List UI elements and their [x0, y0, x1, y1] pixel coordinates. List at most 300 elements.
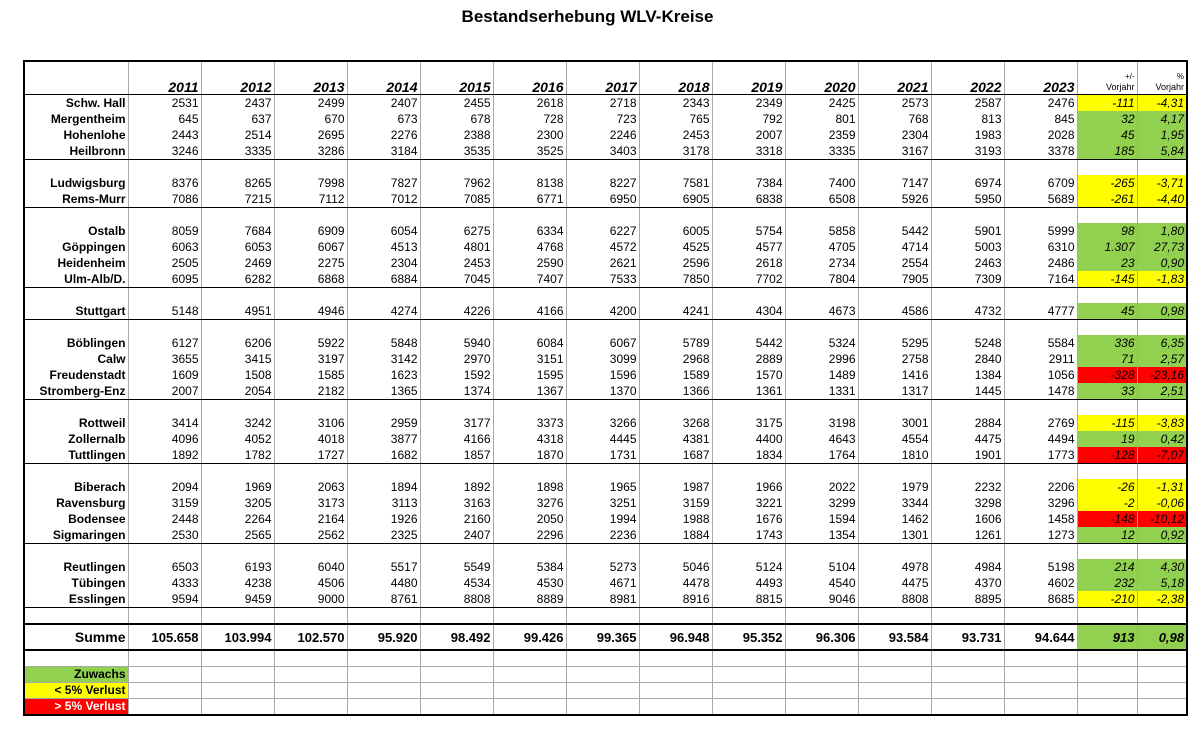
change-pct-cell: 2,51	[1137, 383, 1187, 400]
value-cell: 3167	[858, 143, 931, 160]
value-cell: 6227	[566, 223, 639, 239]
value-cell: 3113	[347, 495, 420, 511]
table-row	[24, 383, 1187, 400]
total-value-cell: 94.644	[1004, 624, 1077, 650]
spacer-cell	[201, 288, 274, 304]
blank-cell	[274, 683, 347, 699]
value-cell: 3221	[712, 495, 785, 511]
value-cell: 5584	[1004, 335, 1077, 351]
value-cell: 3296	[1004, 495, 1077, 511]
value-cell: 4577	[712, 239, 785, 255]
spacer-cell	[785, 400, 858, 416]
total-value-cell: 96.948	[639, 624, 712, 650]
value-cell: 2562	[274, 527, 347, 544]
spacer-cell	[420, 464, 493, 480]
spacer-cell	[712, 400, 785, 416]
value-cell: 2407	[420, 527, 493, 544]
spacer-cell	[24, 160, 128, 176]
blank-cell	[1137, 650, 1187, 667]
value-cell: 1570	[712, 367, 785, 383]
value-cell: 1884	[639, 527, 712, 544]
value-cell: 2734	[785, 255, 858, 271]
value-cell: 4226	[420, 303, 493, 320]
value-cell: 3525	[493, 143, 566, 160]
spacer-cell	[274, 160, 347, 176]
blank-cell	[639, 667, 712, 683]
value-cell: 6282	[201, 271, 274, 288]
spacer-cell	[493, 288, 566, 304]
spacer-row	[24, 400, 1187, 416]
blank-cell	[1137, 699, 1187, 716]
blank-cell	[493, 650, 566, 667]
legend-row	[24, 667, 1187, 683]
spacer-cell	[1137, 208, 1187, 224]
value-cell: 6054	[347, 223, 420, 239]
value-cell: 5148	[128, 303, 201, 320]
value-cell: 2304	[858, 127, 931, 143]
district-name: Freudenstadt	[24, 367, 128, 383]
value-cell: 5999	[1004, 223, 1077, 239]
blank-cell	[274, 650, 347, 667]
blank-cell	[128, 699, 201, 716]
spacer-cell	[712, 288, 785, 304]
spacer-cell	[858, 208, 931, 224]
spacer-cell	[712, 464, 785, 480]
blank-cell	[1004, 683, 1077, 699]
spacer-cell	[1004, 464, 1077, 480]
legend-row	[24, 683, 1187, 699]
district-name: Bodensee	[24, 511, 128, 527]
value-cell: 2028	[1004, 127, 1077, 143]
value-cell: 2054	[201, 383, 274, 400]
blank-cell	[1004, 667, 1077, 683]
value-cell: 1898	[493, 479, 566, 495]
value-cell: 4540	[785, 575, 858, 591]
value-cell: 6275	[420, 223, 493, 239]
spacer-cell	[639, 544, 712, 560]
value-cell: 6838	[712, 191, 785, 208]
value-cell: 801	[785, 111, 858, 127]
table-row	[24, 591, 1187, 608]
value-cell: 3173	[274, 495, 347, 511]
value-cell: 1988	[639, 511, 712, 527]
spacer-cell	[274, 400, 347, 416]
value-cell: 7164	[1004, 271, 1077, 288]
value-cell: 2022	[785, 479, 858, 495]
change-abs-cell: 185	[1077, 143, 1137, 160]
spacer-cell	[1004, 320, 1077, 336]
value-cell: 813	[931, 111, 1004, 127]
change-pct-header-bottom: Vorjahr	[1155, 82, 1184, 92]
spacer-cell	[24, 208, 128, 224]
spacer-cell	[1077, 464, 1137, 480]
spacer-cell	[201, 464, 274, 480]
change-abs-cell: -115	[1077, 415, 1137, 431]
value-cell: 1731	[566, 447, 639, 464]
year-header: 2013	[274, 61, 347, 95]
table-row	[24, 303, 1187, 320]
value-cell: 3378	[1004, 143, 1077, 160]
value-cell: 1458	[1004, 511, 1077, 527]
spacer-cell	[712, 320, 785, 336]
header-corner-cell	[24, 61, 128, 95]
value-cell: 6067	[566, 335, 639, 351]
change-abs-header-top: +/-	[1124, 72, 1135, 81]
spacer-cell	[420, 288, 493, 304]
spacer-cell	[1077, 544, 1137, 560]
spacer-cell	[1077, 160, 1137, 176]
value-cell: 2959	[347, 415, 420, 431]
total-value-cell: 102.570	[274, 624, 347, 650]
value-cell: 2300	[493, 127, 566, 143]
value-cell: 1592	[420, 367, 493, 383]
spacer-cell	[24, 464, 128, 480]
total-value-cell: 98.492	[420, 624, 493, 650]
spacer-cell	[931, 608, 1004, 625]
value-cell: 3335	[201, 143, 274, 160]
value-cell: 3205	[201, 495, 274, 511]
value-cell: 2618	[493, 95, 566, 112]
value-cell: 2443	[128, 127, 201, 143]
value-cell: 2718	[566, 95, 639, 112]
value-cell: 5198	[1004, 559, 1077, 575]
value-cell: 7581	[639, 175, 712, 191]
value-cell: 1374	[420, 383, 493, 400]
value-cell: 6503	[128, 559, 201, 575]
value-cell: 2695	[274, 127, 347, 143]
table-row	[24, 255, 1187, 271]
year-header: 2017	[566, 61, 639, 95]
total-value-cell: 105.658	[128, 624, 201, 650]
table-row	[24, 143, 1187, 160]
spacer-cell	[201, 320, 274, 336]
legend-label: < 5% Verlust	[24, 683, 128, 699]
value-cell: 4400	[712, 431, 785, 447]
change-pct-cell: 0,92	[1137, 527, 1187, 544]
change-abs-cell: -261	[1077, 191, 1137, 208]
value-cell: 9000	[274, 591, 347, 608]
value-cell: 8916	[639, 591, 712, 608]
change-abs-cell: 214	[1077, 559, 1137, 575]
value-cell: 4946	[274, 303, 347, 320]
value-cell: 2050	[493, 511, 566, 527]
value-cell: 2246	[566, 127, 639, 143]
value-cell: 3163	[420, 495, 493, 511]
value-cell: 5901	[931, 223, 1004, 239]
value-cell: 2453	[639, 127, 712, 143]
spacer-cell	[347, 288, 420, 304]
value-cell: 4304	[712, 303, 785, 320]
value-cell: 2275	[274, 255, 347, 271]
value-cell: 2476	[1004, 95, 1077, 112]
value-cell: 5940	[420, 335, 493, 351]
change-abs-cell: -148	[1077, 511, 1137, 527]
blank-cell	[858, 667, 931, 683]
district-name: Schw. Hall	[24, 95, 128, 112]
value-cell: 3403	[566, 143, 639, 160]
value-cell: 2469	[201, 255, 274, 271]
value-cell: 3193	[931, 143, 1004, 160]
spacer-cell	[201, 160, 274, 176]
spacer-cell	[785, 464, 858, 480]
value-cell: 2889	[712, 351, 785, 367]
year-header: 2020	[785, 61, 858, 95]
value-cell: 7085	[420, 191, 493, 208]
blank-cell	[639, 699, 712, 716]
value-cell: 2530	[128, 527, 201, 544]
value-cell: 5124	[712, 559, 785, 575]
spacer-cell	[639, 608, 712, 625]
district-name: Rottweil	[24, 415, 128, 431]
value-cell: 4714	[858, 239, 931, 255]
value-cell: 4534	[420, 575, 493, 591]
value-cell: 2164	[274, 511, 347, 527]
value-cell: 1676	[712, 511, 785, 527]
blank-row	[24, 650, 1187, 667]
blank-cell	[1004, 650, 1077, 667]
blank-cell	[1077, 667, 1137, 683]
year-header: 2014	[347, 61, 420, 95]
value-cell: 7533	[566, 271, 639, 288]
change-abs-cell: 32	[1077, 111, 1137, 127]
change-abs-cell: 98	[1077, 223, 1137, 239]
value-cell: 2094	[128, 479, 201, 495]
total-change-abs: 913	[1077, 624, 1137, 650]
change-pct-cell: -2,38	[1137, 591, 1187, 608]
value-cell: 1365	[347, 383, 420, 400]
table-row	[24, 239, 1187, 255]
spacer-cell	[201, 208, 274, 224]
blank-cell	[858, 650, 931, 667]
value-cell: 5104	[785, 559, 858, 575]
total-value-cell: 103.994	[201, 624, 274, 650]
change-pct-cell: 6,35	[1137, 335, 1187, 351]
value-cell: 2160	[420, 511, 493, 527]
value-cell: 5384	[493, 559, 566, 575]
change-pct-cell: -0,06	[1137, 495, 1187, 511]
district-name: Ulm-Alb/D.	[24, 271, 128, 288]
spacer-cell	[931, 208, 1004, 224]
blank-cell	[201, 683, 274, 699]
value-cell: 6095	[128, 271, 201, 288]
value-cell: 1585	[274, 367, 347, 383]
value-cell: 4984	[931, 559, 1004, 575]
value-cell: 5046	[639, 559, 712, 575]
value-cell: 645	[128, 111, 201, 127]
spacer-row	[24, 320, 1187, 336]
spacer-cell	[274, 208, 347, 224]
year-header: 2022	[931, 61, 1004, 95]
blank-cell	[420, 699, 493, 716]
value-cell: 2621	[566, 255, 639, 271]
value-cell: 3246	[128, 143, 201, 160]
value-cell: 4643	[785, 431, 858, 447]
change-abs-cell: 45	[1077, 303, 1137, 320]
blank-cell	[420, 683, 493, 699]
value-cell: 792	[712, 111, 785, 127]
blank-cell	[347, 667, 420, 683]
spacer-cell	[1004, 160, 1077, 176]
spacer-cell	[274, 608, 347, 625]
value-cell: 673	[347, 111, 420, 127]
value-cell: 1994	[566, 511, 639, 527]
change-pct-cell: 1,80	[1137, 223, 1187, 239]
value-cell: 2505	[128, 255, 201, 271]
district-name: Ludwigsburg	[24, 175, 128, 191]
change-abs-header-bottom: Vorjahr	[1105, 82, 1135, 92]
spacer-cell	[201, 608, 274, 625]
spacer-cell	[274, 464, 347, 480]
value-cell: 3414	[128, 415, 201, 431]
value-cell: 3142	[347, 351, 420, 367]
total-value-cell: 93.584	[858, 624, 931, 650]
value-cell: 1857	[420, 447, 493, 464]
value-cell: 3106	[274, 415, 347, 431]
district-name: Ostalb	[24, 223, 128, 239]
value-cell: 4705	[785, 239, 858, 255]
spacer-cell	[858, 400, 931, 416]
spacer-cell	[24, 400, 128, 416]
district-name: Esslingen	[24, 591, 128, 608]
spacer-cell	[493, 464, 566, 480]
value-cell: 4978	[858, 559, 931, 575]
value-cell: 1489	[785, 367, 858, 383]
value-cell: 1331	[785, 383, 858, 400]
blank-cell	[566, 683, 639, 699]
value-cell: 1892	[128, 447, 201, 464]
spacer-cell	[128, 288, 201, 304]
blank-cell	[1077, 650, 1137, 667]
value-cell: 2325	[347, 527, 420, 544]
year-header: 2011	[128, 61, 201, 95]
blank-cell	[347, 683, 420, 699]
district-name: Böblingen	[24, 335, 128, 351]
value-cell: 2182	[274, 383, 347, 400]
change-pct-cell: -23,16	[1137, 367, 1187, 383]
blank-cell	[1137, 667, 1187, 683]
spacer-cell	[785, 288, 858, 304]
value-cell: 2554	[858, 255, 931, 271]
spacer-cell	[24, 608, 128, 625]
value-cell: 1416	[858, 367, 931, 383]
change-abs-cell: -26	[1077, 479, 1137, 495]
year-header: 2021	[858, 61, 931, 95]
value-cell: 2349	[712, 95, 785, 112]
value-cell: 1687	[639, 447, 712, 464]
value-cell: 3373	[493, 415, 566, 431]
value-cell: 1834	[712, 447, 785, 464]
spacer-row	[24, 544, 1187, 560]
value-cell: 1870	[493, 447, 566, 464]
spacer-cell	[566, 400, 639, 416]
table-row	[24, 431, 1187, 447]
spacer-cell	[128, 160, 201, 176]
value-cell: 3318	[712, 143, 785, 160]
value-cell: 8889	[493, 591, 566, 608]
blank-cell	[931, 683, 1004, 699]
value-cell: 1594	[785, 511, 858, 527]
value-cell: 4506	[274, 575, 347, 591]
value-cell: 1727	[274, 447, 347, 464]
table-row	[24, 415, 1187, 431]
value-cell: 1894	[347, 479, 420, 495]
blank-cell	[201, 650, 274, 667]
value-cell: 2453	[420, 255, 493, 271]
change-pct-cell: -1,31	[1137, 479, 1187, 495]
value-cell: 1261	[931, 527, 1004, 544]
change-pct-cell: 0,98	[1137, 303, 1187, 320]
value-cell: 1596	[566, 367, 639, 383]
spacer-cell	[420, 320, 493, 336]
spacer-cell	[931, 160, 1004, 176]
value-cell: 7998	[274, 175, 347, 191]
value-cell: 1273	[1004, 527, 1077, 544]
value-cell: 1445	[931, 383, 1004, 400]
value-cell: 1892	[420, 479, 493, 495]
change-pct-header	[1137, 61, 1187, 95]
value-cell: 3877	[347, 431, 420, 447]
value-cell: 9459	[201, 591, 274, 608]
value-cell: 3535	[420, 143, 493, 160]
change-pct-cell: 27,73	[1137, 239, 1187, 255]
value-cell: 4554	[858, 431, 931, 447]
year-header: 2016	[493, 61, 566, 95]
value-cell: 2911	[1004, 351, 1077, 367]
value-cell: 2499	[274, 95, 347, 112]
change-abs-cell: -145	[1077, 271, 1137, 288]
value-cell: 1478	[1004, 383, 1077, 400]
value-cell: 2359	[785, 127, 858, 143]
value-cell: 2590	[493, 255, 566, 271]
value-cell: 2884	[931, 415, 1004, 431]
value-cell: 723	[566, 111, 639, 127]
value-cell: 765	[639, 111, 712, 127]
value-cell: 1782	[201, 447, 274, 464]
value-cell: 1056	[1004, 367, 1077, 383]
membership-table	[23, 60, 1188, 716]
table-row	[24, 335, 1187, 351]
value-cell: 3286	[274, 143, 347, 160]
value-cell: 4732	[931, 303, 1004, 320]
district-name: Ravensburg	[24, 495, 128, 511]
value-cell: 678	[420, 111, 493, 127]
spacer-cell	[1004, 544, 1077, 560]
table-row	[24, 95, 1187, 112]
value-cell: 3184	[347, 143, 420, 160]
spacer-cell	[201, 400, 274, 416]
value-cell: 6127	[128, 335, 201, 351]
spacer-cell	[712, 160, 785, 176]
value-cell: 4166	[420, 431, 493, 447]
change-pct-header-top: %	[1176, 72, 1184, 81]
value-cell: 8685	[1004, 591, 1077, 608]
value-cell: 6067	[274, 239, 347, 255]
spacer-cell	[1077, 608, 1137, 625]
blank-cell	[420, 650, 493, 667]
value-cell: 2448	[128, 511, 201, 527]
blank-cell	[493, 667, 566, 683]
value-cell: 4475	[858, 575, 931, 591]
value-cell: 5248	[931, 335, 1004, 351]
value-cell: 3266	[566, 415, 639, 431]
change-pct-cell: 5,84	[1137, 143, 1187, 160]
district-name: Zollernalb	[24, 431, 128, 447]
value-cell: 2618	[712, 255, 785, 271]
value-cell: 2425	[785, 95, 858, 112]
change-abs-cell: 19	[1077, 431, 1137, 447]
change-pct-cell: 2,57	[1137, 351, 1187, 367]
change-abs-cell: -128	[1077, 447, 1137, 464]
